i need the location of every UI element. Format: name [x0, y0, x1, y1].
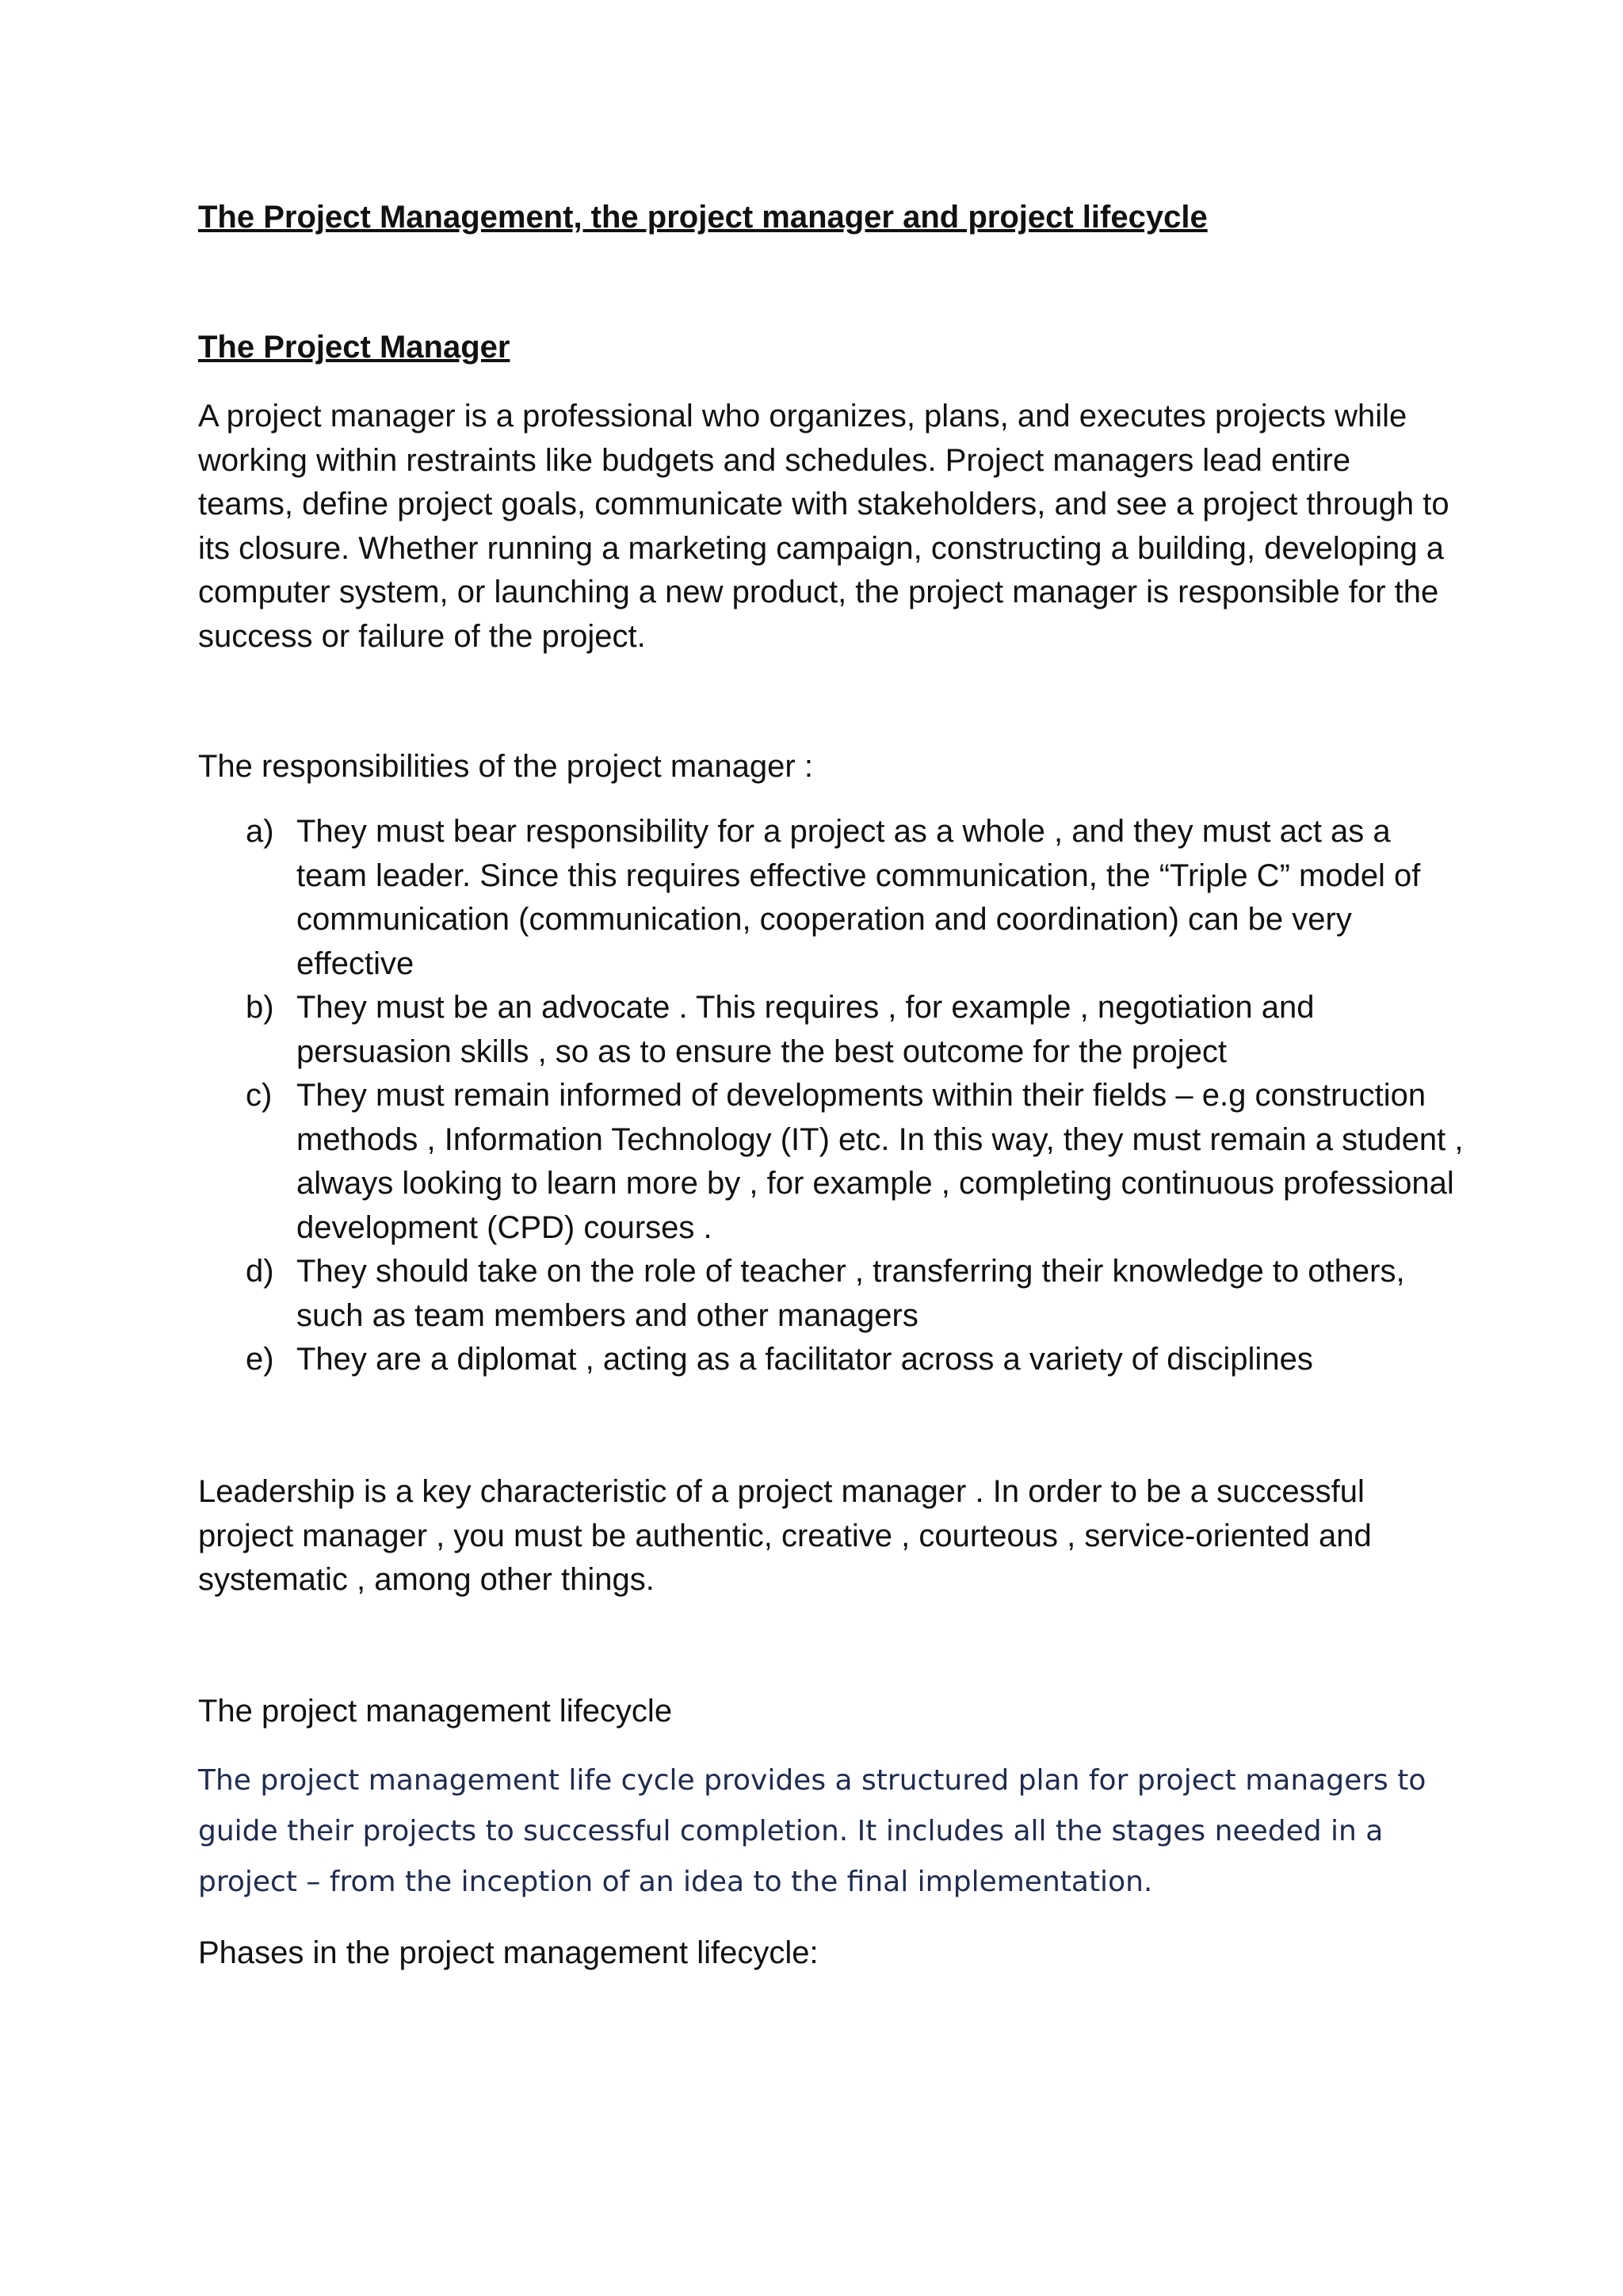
list-item-text: They should take on the role of teacher , transferring their knowledge to others, such as team members and other managers: [296, 1254, 1405, 1333]
list-item-text: They must remain informed of developments within their fields – e.g construction methods , Information Technology (IT) etc. In this way, they must remain a student , always looking to learn more by , for example , completing continuous professional development (CPD) courses .: [296, 1078, 1464, 1245]
list-marker: d): [246, 1254, 274, 1289]
list-item-text: They must be an advocate . This requires , for example , negotiation and persuasion skills , so as to ensure the best outcome for the project: [296, 990, 1315, 1069]
list-item-text: They must bear responsibility for a project as a whole , and they must act as a team leader. Since this requires effective communication, the “Triple C” model of communication (communication, cooperation and coordination) can be very effective: [296, 814, 1421, 981]
list-marker: b): [246, 990, 274, 1025]
intro-paragraph: A project manager is a professional who organizes, plans, and executes projects while working within restraints like budgets and schedules. Project managers lead entire teams, define project goals, communicate with stakeholders, and see a project through to its closure. Whether running a marketing campaign, constructing a building, developing a computer system, or launching a new product, the project manager is responsible for the success or failure of the project.: [198, 399, 1449, 654]
list-item: [0, 986, 1623, 1074]
list-item-text: They are a diplomat , acting as a facilitator across a variety of disciplines: [296, 1342, 1313, 1377]
list-marker: e): [246, 1342, 274, 1377]
responsibilities-intro: The responsibilities of the project manager :: [198, 749, 813, 784]
document-title: The Project Management, the project manager and project lifecycle: [198, 200, 1208, 235]
lifecycle-description: The project management life cycle provides a structured plan for project managers to guide their projects to successful completion. It includes all the stages needed in a project – from the inception of an idea to the final implementation.: [198, 1764, 1426, 1898]
list-item: [0, 1338, 1623, 1382]
list-marker: c): [246, 1078, 273, 1113]
list-item: [0, 1250, 1623, 1338]
list-item: [0, 1074, 1623, 1250]
phases-heading: Phases in the project management lifecycle:: [198, 1935, 819, 1970]
lifecycle-heading: The project management lifecycle: [198, 1694, 673, 1729]
leadership-paragraph: Leadership is a key characteristic of a project manager . In order to be a successful project manager , you must be authentic, creative , courteous , service-oriented and systematic , among other things.: [198, 1474, 1372, 1597]
list-item: [0, 810, 1623, 986]
responsibilities-list: [0, 810, 1623, 1382]
section-heading-project-manager: The Project Manager: [198, 330, 510, 365]
list-marker: a): [246, 814, 274, 849]
